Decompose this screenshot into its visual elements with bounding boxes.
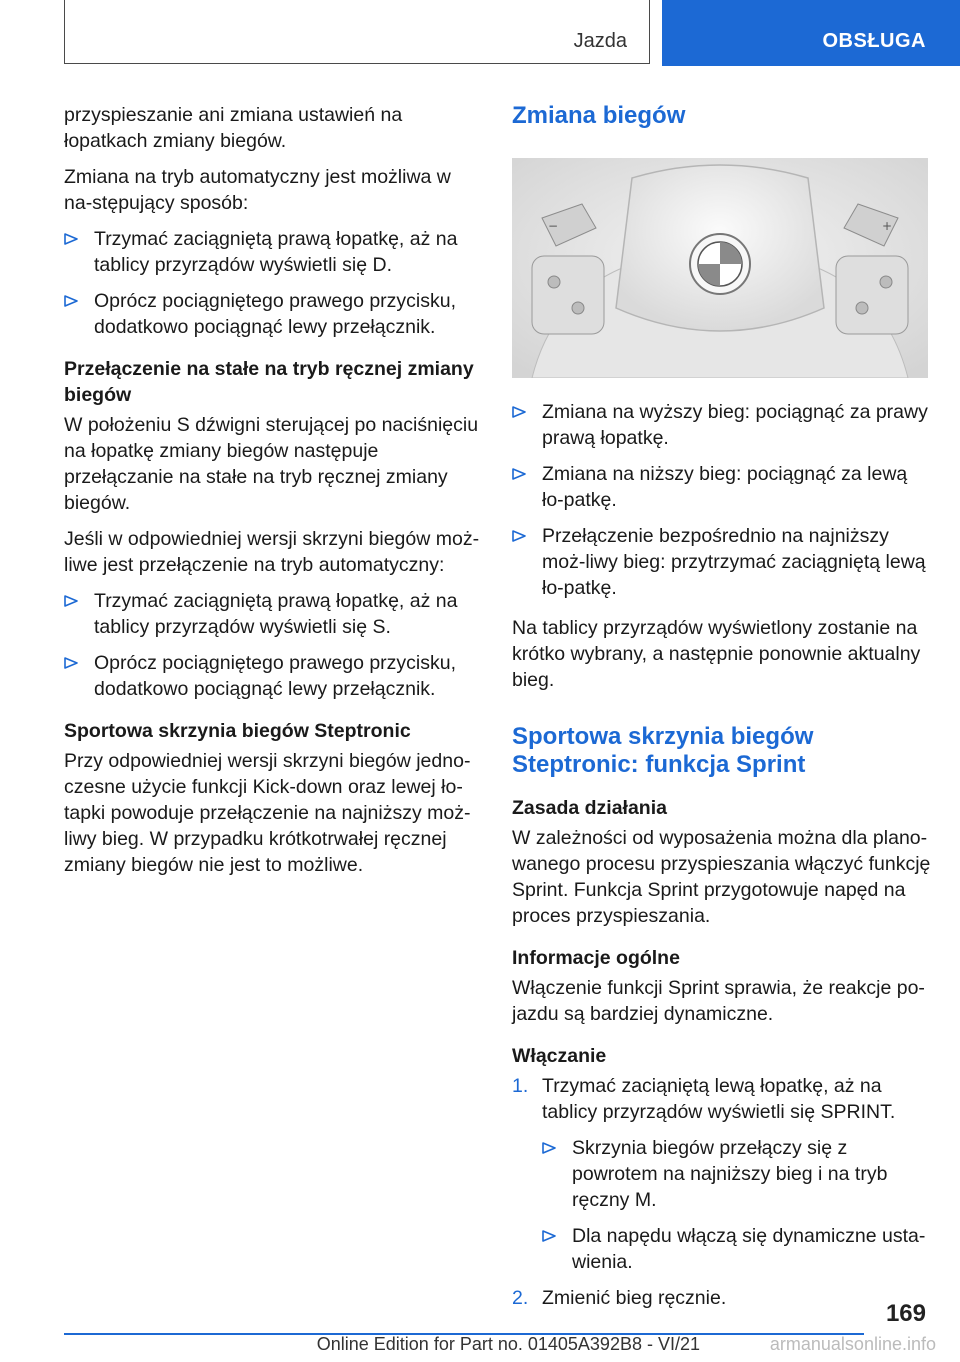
triangle-bullet-icon: [64, 657, 78, 669]
list-item: 2. Zmienić bieg ręcznie.: [512, 1287, 727, 1309]
list-item: 1. Trzymać zaciąniętą lewą łopatkę, aż na tablicy przyrządów wyświetli się SPRINT. Skrzynia biegów przełączy się z powrotem na najniższy bieg i na tryb ręczny M. Dla napędu włączą się dynamiczne usta-wienia.: [512, 1073, 932, 1275]
header-section-box: [64, 0, 650, 64]
section-heading: Zmiana biegów: [512, 102, 686, 129]
step-number: 2.: [512, 1287, 529, 1309]
triangle-bullet-icon: [512, 530, 526, 542]
triangle-bullet-icon: [512, 468, 526, 480]
list-item: Skrzynia biegów przełączy się z powrotem na najniższy bieg i na tryb ręczny M.: [542, 1135, 932, 1213]
svg-text:+: +: [882, 219, 893, 233]
paragraph: Jeśli w odpowiedniej wersji skrzyni biegów moż-liwe jest przełączenie na tryb automatyczny:: [64, 528, 480, 576]
right-column: [512, 102, 932, 1321]
section-heading: Sportowa skrzynia biegów Steptronic: funkcja Sprint: [512, 723, 814, 778]
paragraph: przyspieszanie ani zmiana ustawień na łopatkach zmiany biegów.: [64, 104, 403, 152]
triangle-bullet-icon: [542, 1142, 556, 1154]
step-number: 1.: [512, 1075, 529, 1097]
header-chapter-tab: [662, 0, 960, 66]
triangle-bullet-icon: [64, 233, 78, 245]
steering-wheel-paddles-illustration: [512, 158, 928, 378]
list-item: Oprócz pociągniętego prawego przycisku, dodatkowo pociągnąć lewy przełącznik.: [64, 650, 484, 702]
subheading: Zasada działania: [512, 797, 667, 819]
triangle-bullet-icon: [542, 1230, 556, 1242]
watermark-text: armanualsonline.info: [769, 1334, 936, 1354]
svg-text:−: −: [548, 219, 559, 233]
bullet-list: [512, 399, 932, 601]
edition-text: Online Edition for Part no. 01405A392B8 - VI/21: [316, 1334, 700, 1354]
numbered-list: [512, 1073, 932, 1311]
paragraph: Przy odpowiedniej wersji skrzyni biegów jedno-czesne użycie funkcji Kick-down oraz lewej ło-tapki powoduje przełączenie na najniższy moż-liwy bieg. W przypadku krótkotrwałej ręcznej zmiany biegów nie jest to możliwe.: [64, 750, 471, 876]
page-number: 169: [885, 1300, 926, 1327]
paragraph: Włączenie funkcji Sprint sprawia, że reakcje po-jazdu są bardziej dynamiczne.: [512, 977, 925, 1025]
list-item: Trzymać zaciągniętą prawą łopatkę, aż na tablicy przyrządów wyświetli się S.: [64, 588, 484, 640]
paragraph: W zależności od wyposażenia można dla plano-wanego procesu przyspieszania włączyć funkcję Sprint. Funkcja Sprint przygotowuje napęd na proces przyspieszania.: [512, 827, 931, 927]
header-section-title: Jazda: [573, 30, 627, 52]
list-item: Dla napędu włączą się dynamiczne usta-wienia.: [542, 1223, 932, 1275]
header-chapter-title: OBSŁUGA: [822, 30, 926, 52]
subheading: Przełączenie na stałe na tryb ręcznej zmiany biegów: [64, 358, 474, 406]
subheading: Włączanie: [512, 1045, 607, 1067]
nested-bullet-list: [542, 1135, 932, 1275]
left-column: [64, 102, 484, 888]
page-footer: [0, 1300, 960, 1362]
bullet-list: [64, 226, 484, 340]
triangle-bullet-icon: [64, 295, 78, 307]
paragraph: Na tablicy przyrządów wyświetlony zostanie na krótko wybrany, a następnie ponownie aktualny bieg.: [512, 617, 921, 691]
list-item: Trzymać zaciągniętą prawą łopatkę, aż na tablicy przyrządów wyświetli się D.: [64, 226, 484, 278]
page-header: [0, 0, 960, 66]
paragraph: W położeniu S dźwigni sterującej po naciśnięciu na łopatkę zmiany biegów następuje przełączanie na stałe na tryb ręcznej zmiany biegów.: [64, 414, 479, 514]
paragraph: Zmiana na tryb automatyczny jest możliwa w na-stępujący sposób:: [64, 166, 451, 214]
bullet-list: [64, 588, 484, 702]
subheading: Informacje ogólne: [512, 947, 680, 969]
triangle-bullet-icon: [512, 406, 526, 418]
subheading: Sportowa skrzynia biegów Steptronic: [64, 720, 411, 742]
list-item: Przełączenie bezpośrednio na najniższy moż-liwy bieg: przytrzymać zaciągniętą lewą ło-patkę.: [512, 523, 932, 601]
triangle-bullet-icon: [64, 595, 78, 607]
list-item: Zmiana na niższy bieg: pociągnąć za lewą ło-patkę.: [512, 461, 932, 513]
list-item: Zmiana na wyższy bieg: pociągnąć za prawy prawą łopatkę.: [512, 399, 932, 451]
list-item: Oprócz pociągniętego prawego przycisku, dodatkowo pociągnąć lewy przełącznik.: [64, 288, 484, 340]
